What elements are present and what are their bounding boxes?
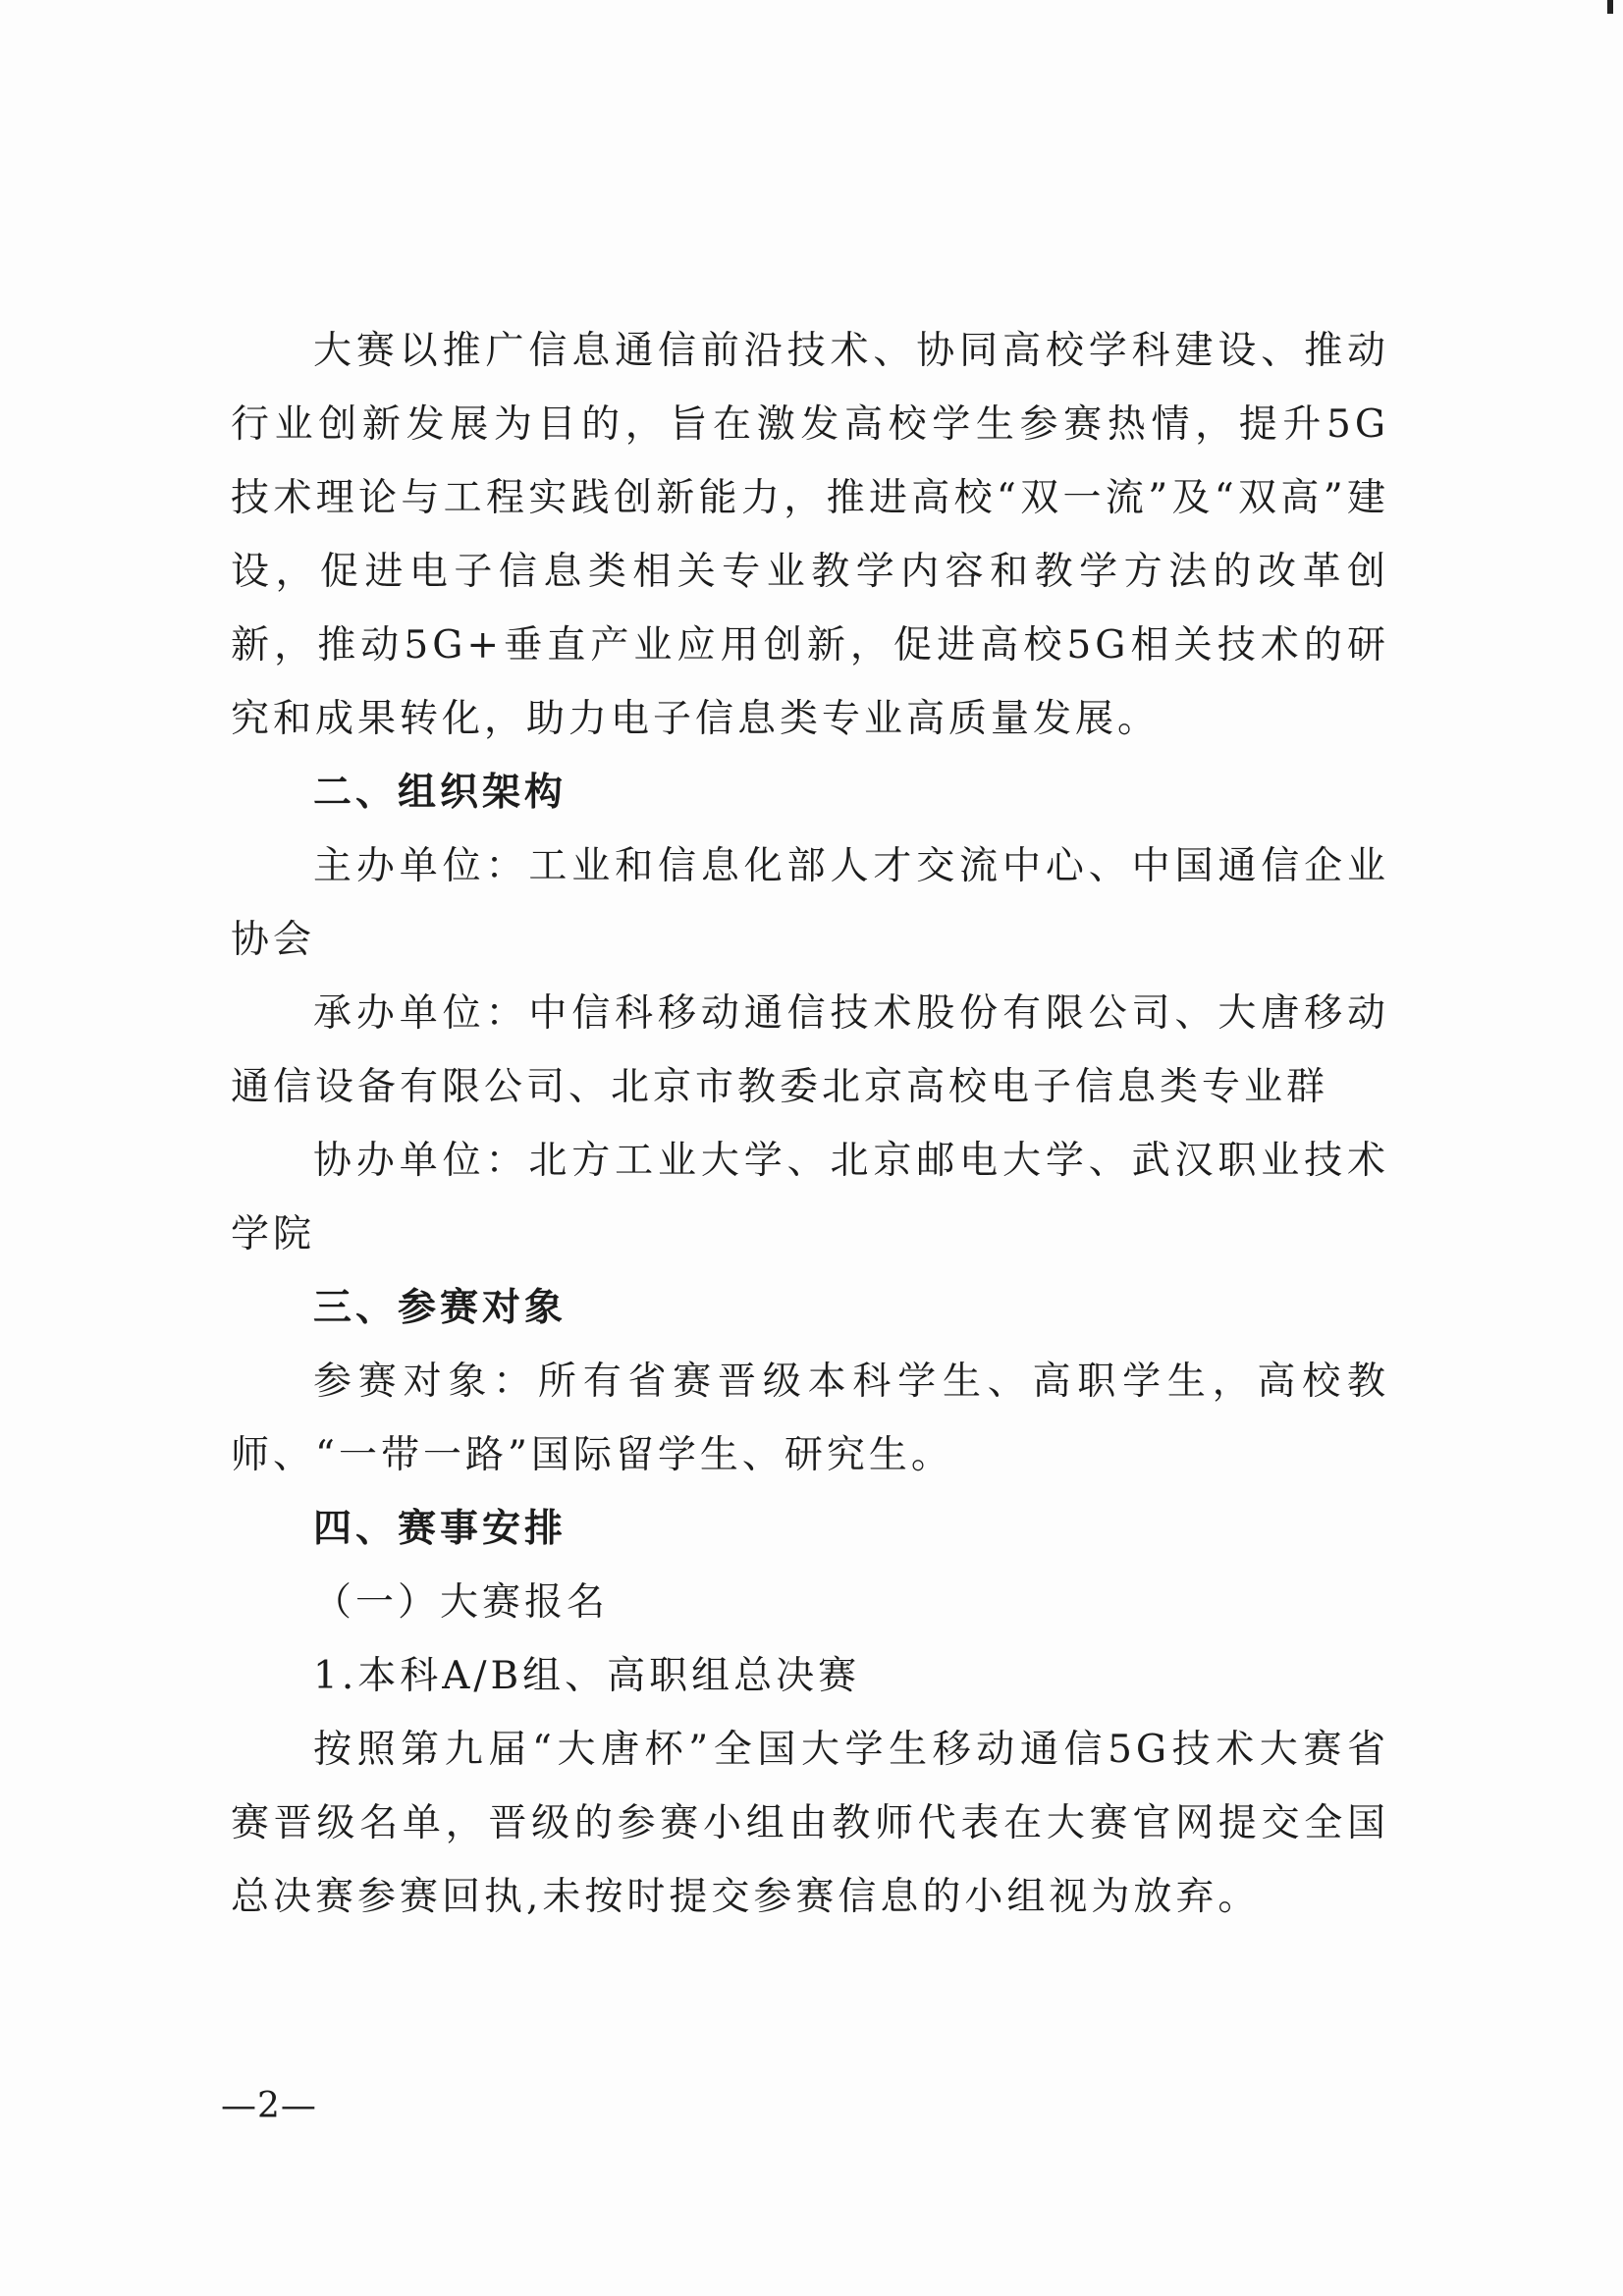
purpose-paragraph: 大赛以推广信息通信前沿技术、协同高校学科建设、推动行业创新发展为目的，旨在激发高校学生参赛热情，提升5G技术理论与工程实践创新能力，推进高校“双一流”及“双高”建设，促进电子信息类相关专业教学内容和教学方法的改革创新，推动5G+垂直产业应用创新，促进高校5G相关技术的研究和成果转化，助力电子信息类专业高质量发展。	[231, 329, 1389, 741]
scan-mark	[1607, 0, 1613, 14]
page-number: —2—	[221, 2086, 317, 2126]
co-organizer: 协办单位：北方工业大学、北京邮电大学、武汉职业技术学院	[231, 1139, 1389, 1256]
host-organizer: 主办单位：工业和信息化部人才交流中心、中国通信企业协会	[231, 844, 1389, 962]
undertaking-organizer: 承办单位：中信科移动通信技术股份有限公司、大唐移动通信设备有限公司、北京市教委北京高校电子信息类专业群	[231, 991, 1389, 1109]
document-body	[231, 314, 1389, 1934]
registration-paragraph: 按照第九届“大唐杯”全国大学生移动通信5G技术大赛省赛晋级名单，晋级的参赛小组由教师代表在大赛官网提交全国总决赛参赛回执,未按时提交参赛信息的小组视为放弃。	[231, 1728, 1389, 1919]
participants-paragraph: 参赛对象：所有省赛晋级本科学生、高职学生，高校教师、“一带一路”国际留学生、研究生。	[231, 1360, 1389, 1477]
section-heading-schedule: 四、赛事安排	[313, 1507, 568, 1551]
subsection-registration: （一）大赛报名	[313, 1580, 610, 1625]
section-heading-organization: 二、组织架构	[313, 771, 568, 815]
subsection-finals-groups: 1.本科A/B组、高职组总决赛	[313, 1654, 861, 1698]
section-heading-participants: 三、参赛对象	[313, 1286, 568, 1330]
